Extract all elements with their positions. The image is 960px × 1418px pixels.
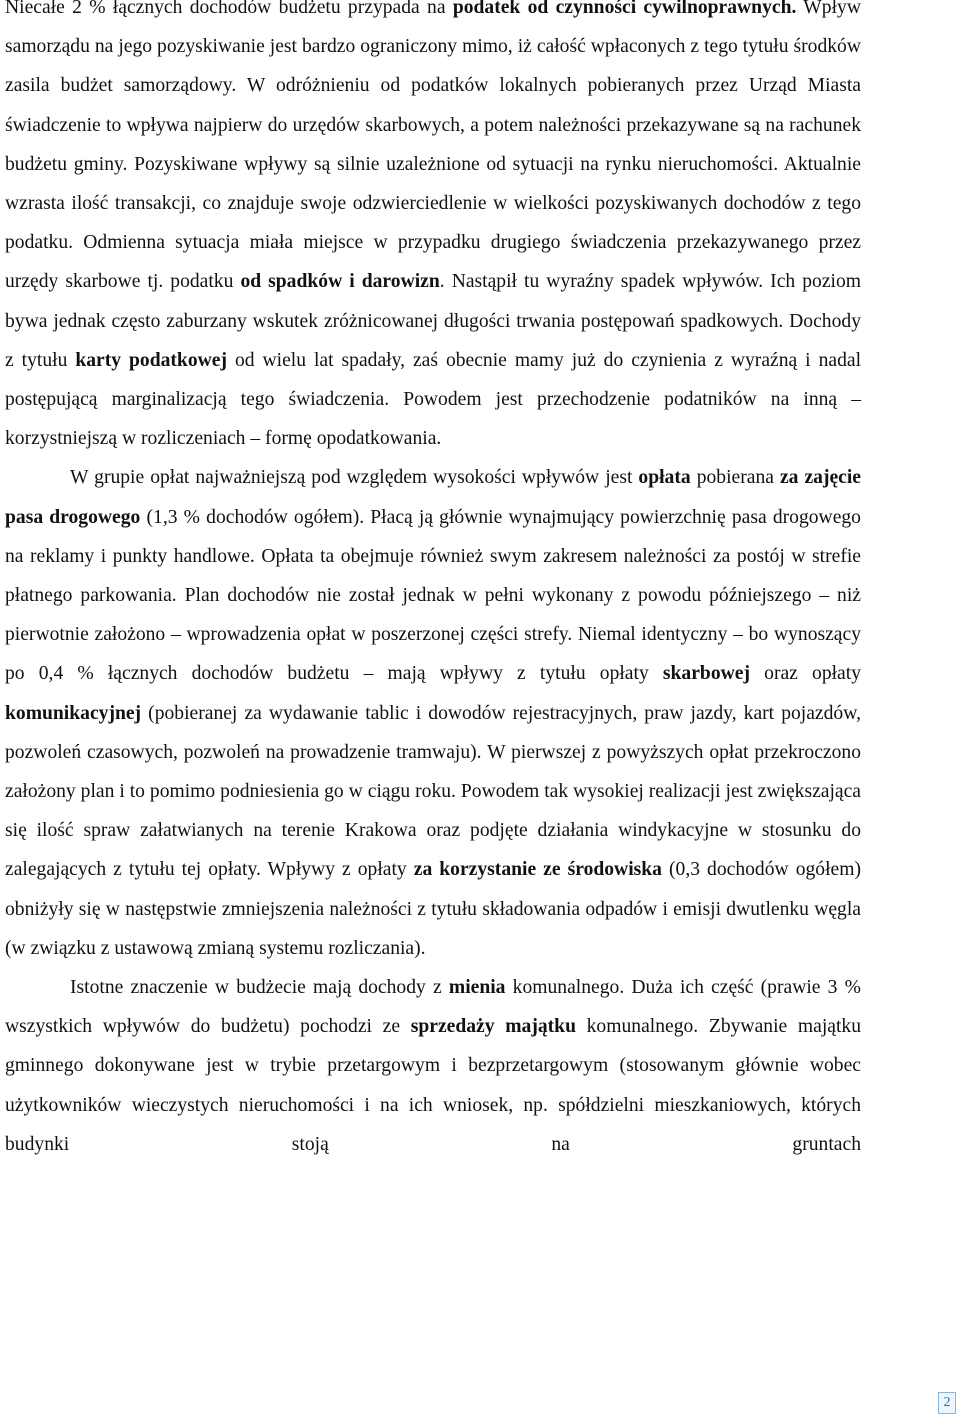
paragraph-podatki xyxy=(5,0,861,458)
text-run: Istotne znaczenie w budżecie mają dochody z xyxy=(70,977,449,999)
bold-term: za zajęcie pasa drogowego xyxy=(5,467,862,528)
paragraph-mienie xyxy=(5,968,861,1164)
text-run: komunalnego. Zbywanie majątku gminnego dokonywane jest w trybie przetargowym i bezprzetargowym (stosowanym głównie wobec użytkowników wieczystych nieruchomości i na ich wniosek, np. spółdzielni mieszkaniowych, których budynki stoją na gruntach xyxy=(5,1016,861,1155)
text-run: Niecałe 2 % łącznych dochodów budżetu przypada na xyxy=(5,0,453,18)
bold-term: za korzystanie ze środowiska xyxy=(413,859,662,881)
bold-term: mienia xyxy=(448,977,506,999)
text-run: oraz opłaty xyxy=(750,663,861,685)
text-run: (pobieranej za wydawanie tablic i dowodów rejestracyjnych, praw jazdy, kart pojazdów, pozwoleń czasowych, pozwoleń na prowadzenie tramwaju). W pierwszej z powyższych opłat przekroczono założony plan i to pomimo podniesienia go w ciągu roku. Powodem tak wysokiej realizacji jest zwiększająca się ilość spraw załatwianych na terenie Krakowa oraz podjęte działania windykacyjne w stosunku do zalegających z tytułu tej opłaty. Wpływy z opłaty xyxy=(5,702,861,881)
text-run: W grupie opłat najważniejszą pod względem wysokości wpływów jest xyxy=(70,467,639,489)
bold-term: od spadków i darowizn xyxy=(240,271,440,293)
text-run: pobierana xyxy=(690,467,780,489)
text-run: (0,3 dochodów ogółem) obniżyły się w następstwie zmniejszenia należności z tytułu składowania odpadów i emisji dwutlenku węgla (w związku z ustawową zmianą systemu rozliczania). xyxy=(5,859,862,959)
bold-term: skarbowej xyxy=(662,663,750,685)
bold-term: opłata xyxy=(638,467,691,489)
bold-term: karty podatkowej xyxy=(75,349,227,371)
text-run: komunalnego. Duża ich część (prawie 3 % wszystkich wpływów do budżetu) pochodzi ze xyxy=(5,977,861,1038)
text-run: Wpływ samorządu na jego pozyskiwanie jest bardzo ograniczony mimo, iż całość wpłaconych z tego tytułu środków zasila budżet samorządowy. W odróżnieniu od podatków lokalnych pobieranych przez Urząd Miasta świadczenie to wpływa najpierw do urzędów skarbowych, a potem należności przekazywane są na rachunek budżetu gminy. Pozyskiwane wpływy są silnie uzależnione od sytuacji na rynku nieruchomości. Aktualnie wzrasta ilość transakcji, co znajduje swoje odzwierciedlenie w wielkości pozyskiwanych dochodów z tego podatku. Odmienna sytuacja miała miejsce w przypadku drugiego świadczenia przekazywanego przez urzędy skarbowe tj. podatku xyxy=(5,0,861,293)
page-number-badge: 2 xyxy=(938,1392,956,1414)
bold-term: komunikacyjnej xyxy=(5,702,142,724)
bold-term: sprzedaży majątku xyxy=(410,1016,576,1038)
text-run: od wielu lat spadały, zaś obecnie mamy już do czynienia z wyraźną i nadal postępującą marginalizacją tego świadczenia. Powodem jest przechodzenie podatników na inną – korzystniejszą w rozliczeniach – formę opodatkowania. xyxy=(5,349,862,450)
text-run: . Nastąpił tu wyraźny spadek wpływów. Ich poziom bywa jednak często zaburzany wskutek zróżnicowanej długości trwania postępowań spadkowych. Dochody z tytułu xyxy=(5,271,861,371)
paragraph-oplaty xyxy=(5,458,861,968)
bold-term: podatek od czynności cywilnoprawnych. xyxy=(452,0,797,18)
document-page xyxy=(5,0,861,1164)
text-run: (1,3 % dochodów ogółem). Płacą ją głównie wynajmujący powierzchnię pasa drogowego na reklamy i punkty handlowe. Opłata ta obejmuje również swym zakresem należności za postój w strefie płatnego parkowania. Plan dochodów nie został jednak w pełni wykonany z powodu późniejszego – niż pierwotnie założono – wprowadzenia opłat w poszerzonej części strefy. Niemal identyczny – bo wynoszący po 0,4 % łącznych dochodów budżetu – mają wpływy z tytułu opłaty xyxy=(5,506,861,685)
